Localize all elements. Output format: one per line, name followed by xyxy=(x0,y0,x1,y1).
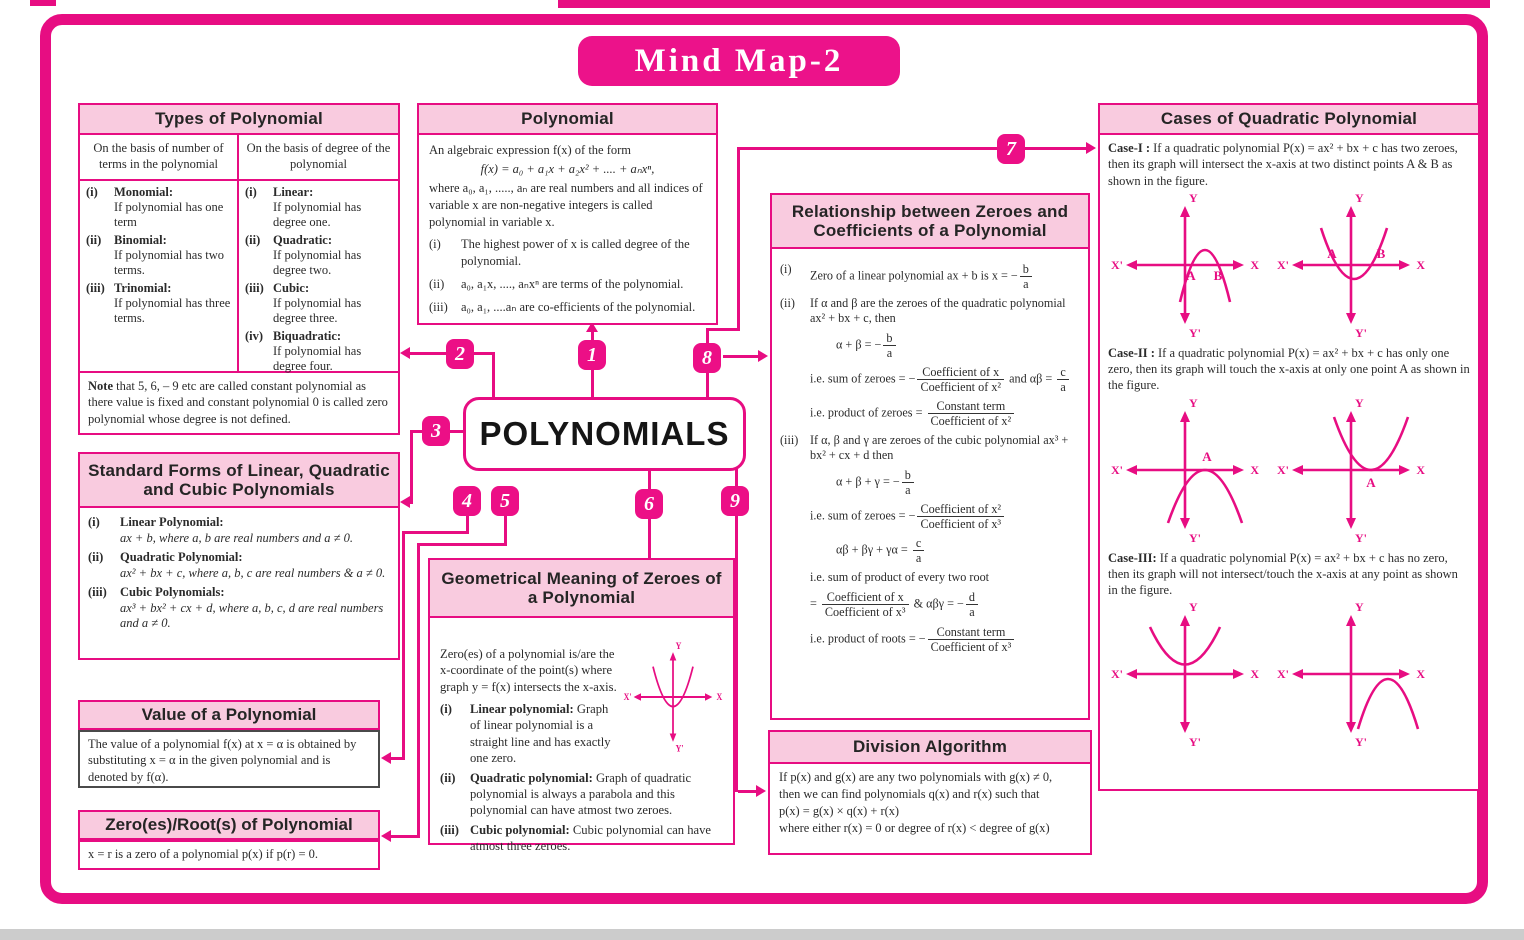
page-title: Mind Map-2 xyxy=(578,36,900,86)
polynomial-where: where a₀, a₁, ....., aₙ are real numbers and all indices of variable x are non-negative integers is called polynomial in variable x. xyxy=(429,180,703,229)
svg-text:A: A xyxy=(1366,474,1376,490)
list-item: (i) Linear: If polynomial has degree one. xyxy=(245,185,362,229)
formula-line: i.e. product of zeroes = $\frac{\text{Constant term}}{\text{Coefficient of x²}}$ xyxy=(780,399,1080,428)
case-2-graph-down-parabola xyxy=(1110,395,1260,550)
svg-text:A: A xyxy=(1202,448,1212,464)
formula-line: (i) Zero of a linear polynomial ax + b is x = − $\frac{b}{a}$ xyxy=(780,262,1080,291)
svg-text:Y: Y xyxy=(675,640,682,652)
svg-text:Y': Y' xyxy=(1355,735,1367,750)
case-3-graph-up-parabola xyxy=(1110,599,1260,754)
list-item: (iii) a₀, a₁, ....aₙ are co-efficients of the polynomial. xyxy=(429,300,696,314)
svg-text:B: B xyxy=(1376,245,1386,261)
svg-text:Y: Y xyxy=(1355,190,1364,205)
svg-text:Y': Y' xyxy=(1189,325,1201,340)
types-of-polynomial-box xyxy=(78,103,400,435)
cases-box-title: Cases of Quadratic Polynomial xyxy=(1100,105,1478,135)
list-item: (ii) Quadratic: If polynomial has degree two. xyxy=(245,233,362,277)
division-algorithm-body xyxy=(770,764,1090,842)
svg-text:X': X' xyxy=(1277,462,1289,477)
value-box-title: Value of a Polynomial xyxy=(78,700,380,730)
case-3-section: Case-III: If a quadratic polynomial P(x) = ax² + bx + c has no zero, then its graph will not intersect/touch the x-axis at any point as shown in the figure. X' X Y Y' X' X Y Y' xyxy=(1108,550,1470,755)
svg-text:X: X xyxy=(716,691,723,703)
svg-text:Y': Y' xyxy=(675,743,684,754)
zeroes-box-body: x = r is a zero of a polynomial p(x) if p(r) = 0. xyxy=(78,840,380,870)
badge-1: 1 xyxy=(578,340,606,370)
svg-text:X: X xyxy=(1416,257,1425,272)
standard-forms-title: Standard Forms of Linear, Quadratic and Cubic Polynomials xyxy=(80,454,398,508)
polynomial-box-body xyxy=(419,135,716,323)
list-item: (iii) Cubic Polynomials: ax³ + bx² + cx + d, where a, b, c, d are real numbers and a ≠ 0. xyxy=(88,585,384,630)
svg-text:X': X' xyxy=(1277,257,1289,272)
svg-text:X': X' xyxy=(1111,667,1123,682)
division-algorithm-title: Division Algorithm xyxy=(770,732,1090,764)
bottom-page-edge xyxy=(0,929,1524,940)
geometrical-meaning-title: Geometrical Meaning of Zeroes of a Polynomial xyxy=(430,560,733,618)
relationship-box xyxy=(770,193,1090,720)
list-item: (ii) a₀, a₁x, ...., aₙxⁿ are terms of the polynomial. xyxy=(429,277,684,292)
list-item: (iii) Trinomial: If polynomial has three terms. xyxy=(86,281,231,325)
svg-text:X': X' xyxy=(1277,667,1289,682)
badge-6: 6 xyxy=(635,489,663,519)
svg-text:X': X' xyxy=(1111,462,1123,477)
list-item: (iv) Biquadratic: If polynomial has degree four. xyxy=(245,329,362,373)
geometrical-intro: Zero(es) of a polynomial is/are the x-coordinate of the point(s) where graph y = f(x) intersects the x-axis. xyxy=(440,647,617,694)
badge-9: 9 xyxy=(721,486,749,516)
polynomial-box-title: Polynomial xyxy=(419,105,716,135)
case-1-section: Case-I : If a quadratic polynomial P(x) = ax² + bx + c has two zeroes, then its graph will intersect the x-axis at two distinct points A & B as shown in the figure. X' X Y Y' A B X' X Y Y' A B xyxy=(1108,140,1470,345)
list-item: (i) The highest power of x is called degree of the polynomial. xyxy=(429,237,690,269)
central-node-polynomials: POLYNOMIALS xyxy=(463,397,746,471)
division-line: p(x) = g(x) × q(x) + r(x) xyxy=(779,804,900,819)
cases-box xyxy=(1098,103,1480,791)
badge-7: 7 xyxy=(997,134,1025,164)
formula-line: α + β + γ = − $\frac{b}{a}$ xyxy=(780,468,1080,497)
list-item: (ii) Quadratic polynomial: Graph of quadratic polynomial is always a parabola and this polynomial can have atmost two zeroes. xyxy=(440,770,692,818)
standard-forms-box xyxy=(78,452,400,660)
svg-text:X': X' xyxy=(1111,257,1123,272)
svg-text:Y: Y xyxy=(1355,600,1364,615)
badge-4: 4 xyxy=(453,486,481,516)
cases-box-body xyxy=(1100,135,1478,759)
top-left-page-edge xyxy=(30,0,56,6)
badge-3: 3 xyxy=(422,416,450,446)
formula-line: (iii) If α, β and γ are zeroes of the cubic polynomial ax³ + bx² + cx + d then xyxy=(780,433,1069,463)
polynomial-box xyxy=(417,103,718,325)
svg-text:X': X' xyxy=(623,691,632,703)
case-3-graph-down-parabola xyxy=(1276,599,1426,754)
svg-text:Y: Y xyxy=(1189,190,1198,205)
geometrical-meaning-body xyxy=(430,618,733,863)
list-item: (iii) Cubic: If polynomial has degree three. xyxy=(245,281,362,325)
formula-line: αβ + βγ + γα = $\frac{c}{a}$ xyxy=(780,536,1080,565)
case-2-section: Case-II : If a quadratic polynomial P(x) = ax² + bx + c has only one zero, then its graph will touch the x-axis at only one point A as shown in the figure. X' X Y Y' A X' X Y Y' A xyxy=(1108,345,1470,550)
svg-text:X: X xyxy=(1250,257,1259,272)
svg-text:Y: Y xyxy=(1189,600,1198,615)
list-item: (ii) Quadratic Polynomial: ax² + bx + c, where a, b, c are real numbers & a ≠ 0. xyxy=(88,550,386,580)
division-line: then we can find polynomials q(x) and r(x) such that xyxy=(779,787,1040,802)
types-note: Note that 5, 6, – 9 etc are called constant polynomial as there value is fixed and constant polynomial 0 is called zero polynomial whose degree is not defined. xyxy=(80,371,398,432)
svg-text:Y': Y' xyxy=(1355,530,1367,545)
division-line: where either r(x) = 0 or degree of r(x) < degree of g(x) xyxy=(779,821,1050,836)
case-2-graph-up-parabola xyxy=(1276,395,1426,550)
formula-line: (ii) If α and β are the zeroes of the quadratic polynomial ax² + bx + c, then xyxy=(780,296,1066,326)
svg-text:A: A xyxy=(1186,267,1196,283)
case-1-graph-up-parabola xyxy=(1276,190,1426,345)
types-box-title: Types of Polynomial xyxy=(80,105,398,135)
badge-5: 5 xyxy=(491,486,519,516)
list-item: (i) Linear Polynomial: ax + b, where a, b are real numbers and a ≠ 0. xyxy=(88,515,353,545)
polynomial-intro: An algebraic expression f(x) of the form xyxy=(429,143,632,157)
list-item: (ii) Binomial: If polynomial has two terms. xyxy=(86,233,225,277)
svg-text:X: X xyxy=(1250,462,1259,477)
svg-text:A: A xyxy=(1327,245,1337,261)
geometrical-meaning-box xyxy=(428,558,735,853)
types-col2-header: On the basis of degree of the polynomial xyxy=(246,141,391,171)
formula-line: i.e. sum of zeroes = − $\frac{\text{Coefficient of x}}{\text{Coefficient of x²}}$ and αβ = $\frac{c}{a}$ xyxy=(780,365,1080,394)
svg-text:Y': Y' xyxy=(1355,325,1367,340)
svg-text:Y: Y xyxy=(1355,395,1364,410)
formula-line: i.e. product of roots = − $\frac{\text{Constant term}}{\text{Coefficient of x³}}$ xyxy=(780,625,1080,654)
list-item: (i) Linear polynomial: Graph of linear polynomial is a straight line and has exactly one zero. xyxy=(440,702,611,766)
svg-text:X: X xyxy=(1416,667,1425,682)
relationship-title: Relationship between Zeroes and Coefficients of a Polynomial xyxy=(772,195,1088,249)
types-col2-list xyxy=(239,181,398,371)
standard-forms-body xyxy=(80,508,398,642)
division-algorithm-box xyxy=(768,730,1092,855)
svg-text:Y': Y' xyxy=(1189,735,1201,750)
formula-line: = $\frac{\text{Coefficient of x}}{\text{Coefficient of x³}}$ & αβγ = − $\frac{d}{a}$ xyxy=(780,590,1080,619)
types-col1-list xyxy=(80,181,239,371)
parabola-axes-graph xyxy=(623,640,723,758)
formula-line: α + β = − $\frac{b}{a}$ xyxy=(780,331,1080,360)
svg-text:Y: Y xyxy=(1189,395,1198,410)
formula-line: i.e. sum of product of every two root xyxy=(810,570,990,585)
svg-text:X: X xyxy=(1250,667,1259,682)
formula-line: i.e. sum of zeroes = − $\frac{\text{Coefficient of x²}}{\text{Coefficient of x³}}$ xyxy=(780,502,1080,531)
case-1-graph-down-parabola xyxy=(1110,190,1260,345)
division-line: If p(x) and g(x) are any two polynomials with g(x) ≠ 0, xyxy=(779,770,1053,784)
top-page-edge xyxy=(558,0,1490,8)
list-item: (i) Monomial: If polynomial has one term xyxy=(86,185,224,229)
svg-text:Y': Y' xyxy=(1189,530,1201,545)
value-box-body: The value of a polynomial f(x) at x = α is obtained by substituting x = α in the given polynomial and is denoted by f(α). xyxy=(78,730,380,788)
polynomial-equation: f(x) = a₀ + a₁x + a₂x² + .... + aₙxⁿ, xyxy=(480,161,655,176)
badge-8: 8 xyxy=(693,343,721,373)
list-item: (iii) Cubic polynomial: Cubic polynomial can have atmost three zeroes. xyxy=(440,822,712,853)
badge-2: 2 xyxy=(446,339,474,369)
zeroes-box-title: Zero(es)/Root(s) of Polynomial xyxy=(78,810,380,840)
relationship-body xyxy=(772,249,1088,663)
svg-text:B: B xyxy=(1213,267,1223,283)
types-col1-header: On the basis of number of terms in the polynomial xyxy=(80,135,239,179)
svg-text:X: X xyxy=(1416,462,1425,477)
